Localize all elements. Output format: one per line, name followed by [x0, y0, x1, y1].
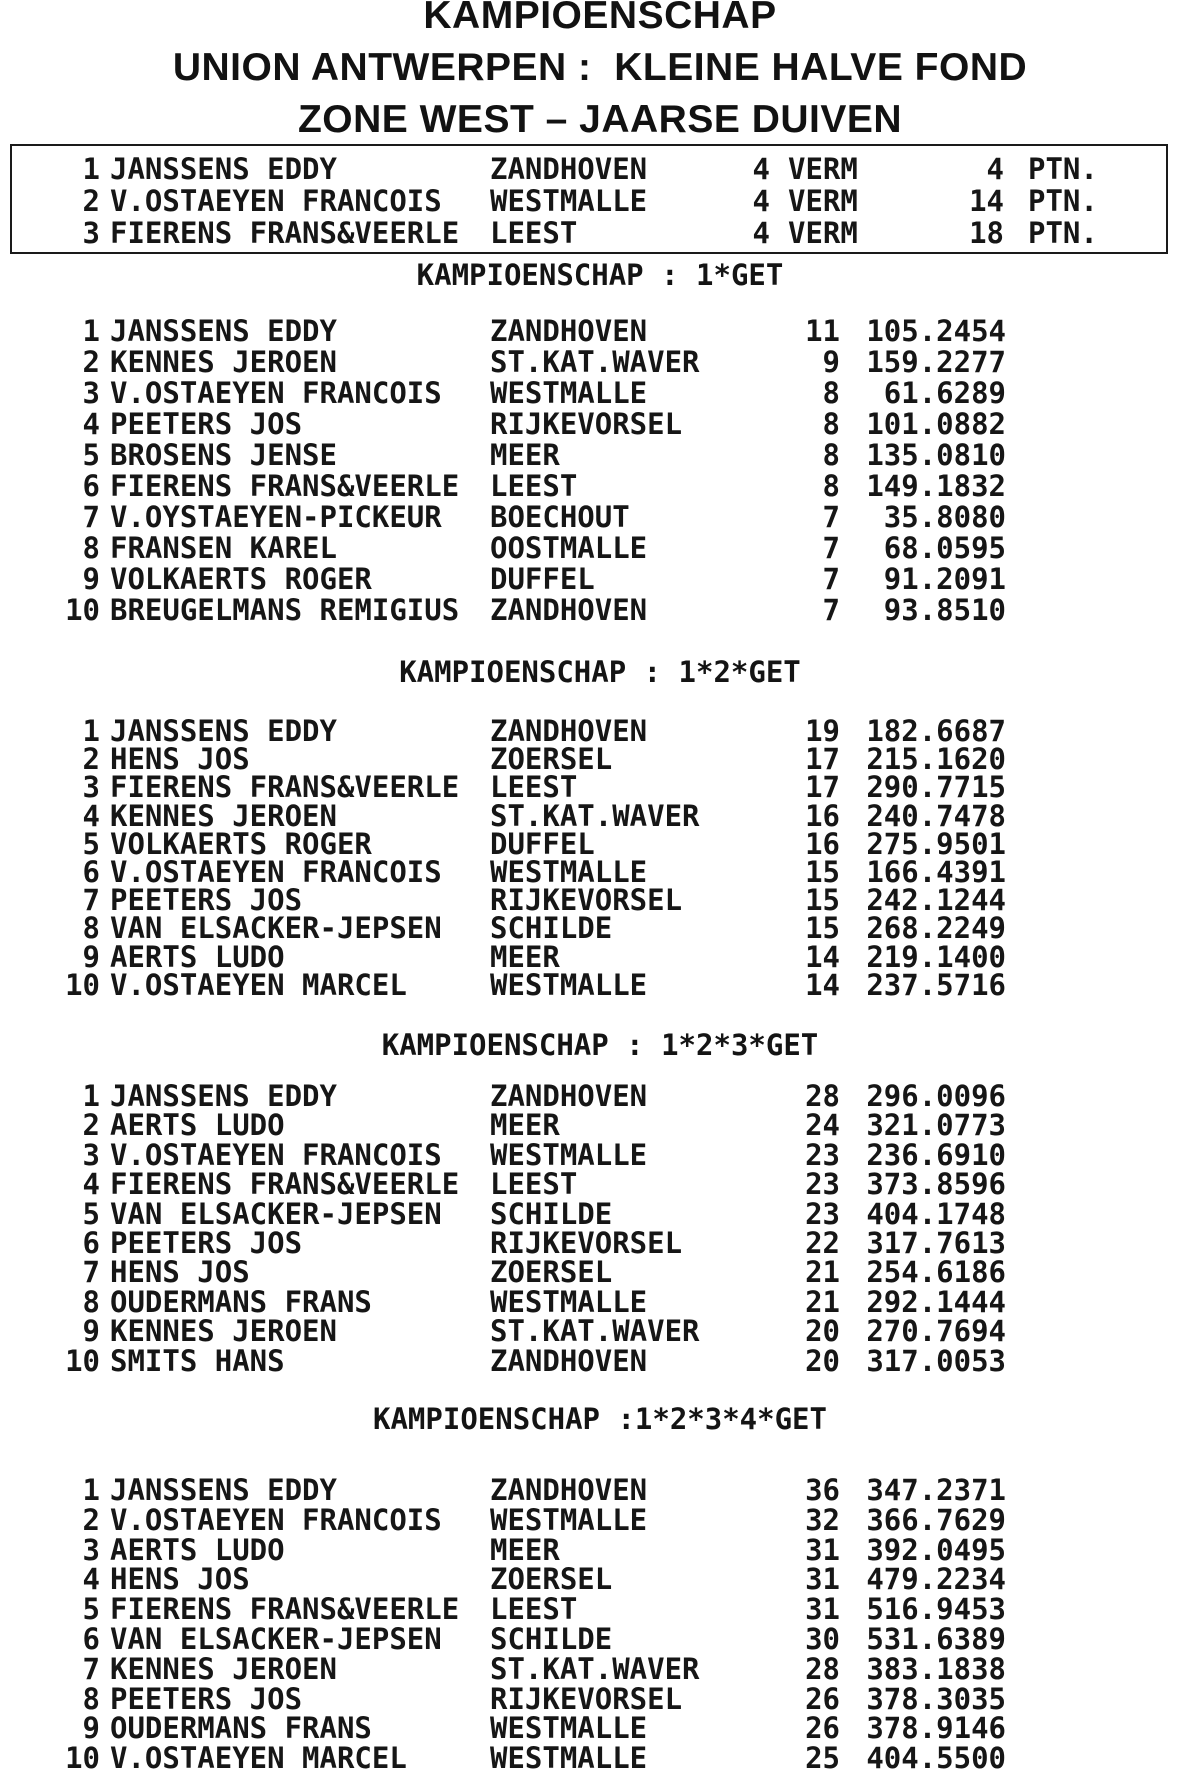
- result-row: [0, 1255, 1200, 1289]
- coefficient-cell: 242.1244: [866, 883, 1006, 917]
- club-cell: LEEST: [490, 1592, 578, 1626]
- rank-cell: 10: [65, 968, 100, 1002]
- prize-count-cell: 23: [805, 1167, 840, 1201]
- rank-cell: 5: [82, 1197, 100, 1231]
- prize-count-cell: 19: [805, 714, 840, 748]
- coefficient-cell: 392.0495: [866, 1533, 1006, 1567]
- coefficient-cell: 404.5500: [866, 1741, 1006, 1775]
- result-row: [0, 407, 1200, 441]
- coefficient-cell: 378.3035: [866, 1682, 1006, 1716]
- result-row: [0, 940, 1200, 974]
- fancier-name-cell: V.OYSTAEYEN-PICKEUR: [110, 500, 442, 534]
- result-row: [0, 968, 1200, 1002]
- coefficient-cell: 317.0053: [866, 1344, 1006, 1378]
- prize-count-cell: 15: [805, 911, 840, 945]
- fancier-name-cell: JANSSENS EDDY: [110, 314, 337, 348]
- rank-cell: 5: [82, 1592, 100, 1626]
- rank-cell: 8: [82, 911, 100, 945]
- coefficient-cell: 93.8510: [883, 593, 1006, 627]
- result-row: [0, 1079, 1200, 1113]
- prize-count-cell: 23: [805, 1138, 840, 1172]
- result-row: [0, 1197, 1200, 1231]
- club-cell: ZOERSEL: [490, 1255, 613, 1289]
- club-cell: WESTMALLE: [490, 1711, 648, 1745]
- coefficient-cell: 61.6289: [883, 376, 1006, 410]
- prize-count-cell: 14: [805, 940, 840, 974]
- prize-count-cell: 8: [822, 469, 840, 503]
- prize-count-cell: 7: [822, 593, 840, 627]
- result-row: [0, 1562, 1200, 1596]
- rank-cell: 4: [82, 1562, 100, 1596]
- coefficient-cell: 240.7478: [866, 799, 1006, 833]
- prize-count-cell: 26: [805, 1682, 840, 1716]
- prize-count-cell: 8: [822, 376, 840, 410]
- points-cell: 18: [969, 216, 1004, 250]
- club-cell: MEER: [490, 1108, 560, 1142]
- coefficient-cell: 215.1620: [866, 742, 1006, 776]
- coefficient-cell: 166.4391: [866, 855, 1006, 889]
- rank-cell: 7: [82, 1652, 100, 1686]
- rank-cell: 8: [82, 1285, 100, 1319]
- club-cell: ZANDHOVEN: [490, 593, 648, 627]
- prize-count-cell: 16: [805, 799, 840, 833]
- fancier-name-cell: FRANSEN KAREL: [110, 531, 337, 565]
- prize-count-cell: 24: [805, 1108, 840, 1142]
- result-row: [0, 500, 1200, 534]
- verm-label: VERM: [788, 152, 858, 186]
- coefficient-cell: 149.1832: [866, 469, 1006, 503]
- coefficient-cell: 101.0882: [866, 407, 1006, 441]
- fancier-name-cell: OUDERMANS FRANS: [110, 1711, 372, 1745]
- rank-cell: 7: [82, 500, 100, 534]
- result-row: [0, 799, 1200, 833]
- result-row: [0, 438, 1200, 472]
- prize-count-cell: 28: [805, 1652, 840, 1686]
- doc-title-line3: ZONE WEST – JAARSE DUIVEN: [297, 98, 903, 141]
- result-row: [0, 855, 1200, 889]
- club-cell: WESTMALLE: [490, 184, 648, 218]
- verm-label: VERM: [788, 184, 858, 218]
- fancier-name-cell: VOLKAERTS ROGER: [110, 562, 372, 596]
- result-row: [0, 593, 1200, 627]
- rank-cell: 6: [82, 1622, 100, 1656]
- club-cell: LEEST: [490, 770, 578, 804]
- club-cell: ST.KAT.WAVER: [490, 1652, 700, 1686]
- rank-cell: 1: [82, 714, 100, 748]
- coefficient-cell: 105.2454: [866, 314, 1006, 348]
- prize-count-cell: 22: [805, 1226, 840, 1260]
- fancier-name-cell: V.OSTAEYEN FRANCOIS: [110, 184, 442, 218]
- points-cell: 4: [986, 152, 1004, 186]
- prize-count-cell: 7: [822, 500, 840, 534]
- fancier-name-cell: VAN ELSACKER-JEPSEN: [110, 1197, 442, 1231]
- result-row: [0, 314, 1200, 348]
- club-cell: LEEST: [490, 1167, 578, 1201]
- club-cell: ST.KAT.WAVER: [490, 799, 700, 833]
- coefficient-cell: 373.8596: [866, 1167, 1006, 1201]
- result-row: [0, 1167, 1200, 1201]
- rank-cell: 9: [82, 1711, 100, 1745]
- result-row: [0, 1226, 1200, 1260]
- fancier-name-cell: HENS JOS: [110, 1562, 250, 1596]
- fancier-name-cell: KENNES JEROEN: [110, 1314, 337, 1348]
- rank-cell: 6: [82, 1226, 100, 1260]
- rank-cell: 1: [82, 1079, 100, 1113]
- result-row: [0, 827, 1200, 861]
- fancier-name-cell: PEETERS JOS: [110, 883, 303, 917]
- club-cell: ZANDHOVEN: [490, 1473, 648, 1507]
- prize-count-cell: 20: [805, 1314, 840, 1348]
- club-cell: RIJKEVORSEL: [490, 883, 683, 917]
- prize-count-cell: 14: [805, 968, 840, 1002]
- fancier-name-cell: V.OSTAEYEN MARCEL: [110, 1741, 407, 1775]
- club-cell: WESTMALLE: [490, 1741, 648, 1775]
- rank-cell: 5: [82, 827, 100, 861]
- result-row: [0, 376, 1200, 410]
- coefficient-cell: 317.7613: [866, 1226, 1006, 1260]
- prize-count-cell: 36: [805, 1473, 840, 1507]
- result-row: [0, 1285, 1200, 1319]
- fancier-name-cell: PEETERS JOS: [110, 1682, 303, 1716]
- rank-cell: 4: [82, 407, 100, 441]
- prize-count-cell: 28: [805, 1079, 840, 1113]
- result-row: [0, 1533, 1200, 1567]
- club-cell: MEER: [490, 940, 560, 974]
- rank-cell: 2: [82, 345, 100, 379]
- rank-cell: 8: [82, 1682, 100, 1716]
- rank-cell: 3: [82, 1533, 100, 1567]
- club-cell: WESTMALLE: [490, 1503, 648, 1537]
- club-cell: WESTMALLE: [490, 855, 648, 889]
- result-row: [0, 1592, 1200, 1626]
- result-row: [0, 1622, 1200, 1656]
- summary-row: [0, 184, 1200, 218]
- fancier-name-cell: V.OSTAEYEN FRANCOIS: [110, 1503, 442, 1537]
- coefficient-cell: 236.6910: [866, 1138, 1006, 1172]
- rank-cell: 7: [82, 883, 100, 917]
- fancier-name-cell: SMITS HANS: [110, 1344, 285, 1378]
- club-cell: WESTMALLE: [490, 1138, 648, 1172]
- club-cell: WESTMALLE: [490, 1285, 648, 1319]
- verm-count-cell: 4: [752, 152, 770, 186]
- fancier-name-cell: OUDERMANS FRANS: [110, 1285, 372, 1319]
- fancier-name-cell: V.OSTAEYEN FRANCOIS: [110, 376, 442, 410]
- coefficient-cell: 68.0595: [883, 531, 1006, 565]
- coefficient-cell: 135.0810: [866, 438, 1006, 472]
- prize-count-cell: 7: [822, 531, 840, 565]
- result-row: [0, 1652, 1200, 1686]
- prize-count-cell: 17: [805, 742, 840, 776]
- fancier-name-cell: PEETERS JOS: [110, 407, 303, 441]
- coefficient-cell: 366.7629: [866, 1503, 1006, 1537]
- club-cell: BOECHOUT: [490, 500, 630, 534]
- rank-cell: 7: [82, 1255, 100, 1289]
- coefficient-cell: 292.1444: [866, 1285, 1006, 1319]
- prize-count-cell: 9: [822, 345, 840, 379]
- verm-label: VERM: [788, 216, 858, 250]
- result-row: [0, 562, 1200, 596]
- fancier-name-cell: V.OSTAEYEN FRANCOIS: [110, 855, 442, 889]
- club-cell: MEER: [490, 1533, 560, 1567]
- coefficient-cell: 378.9146: [866, 1711, 1006, 1745]
- fancier-name-cell: V.OSTAEYEN MARCEL: [110, 968, 407, 1002]
- fancier-name-cell: AERTS LUDO: [110, 1108, 285, 1142]
- rank-cell: 6: [82, 469, 100, 503]
- rank-cell: 3: [82, 216, 100, 250]
- fancier-name-cell: HENS JOS: [110, 742, 250, 776]
- prize-count-cell: 15: [805, 883, 840, 917]
- rank-cell: 3: [82, 770, 100, 804]
- club-cell: ZANDHOVEN: [490, 1079, 648, 1113]
- prize-count-cell: 31: [805, 1592, 840, 1626]
- club-cell: ZANDHOVEN: [490, 152, 648, 186]
- rank-cell: 4: [82, 799, 100, 833]
- result-row: [0, 1711, 1200, 1745]
- prize-count-cell: 26: [805, 1711, 840, 1745]
- prize-count-cell: 31: [805, 1562, 840, 1596]
- summary-row: [0, 216, 1200, 250]
- fancier-name-cell: KENNES JEROEN: [110, 345, 337, 379]
- fancier-name-cell: JANSSENS EDDY: [110, 152, 337, 186]
- club-cell: WESTMALLE: [490, 376, 648, 410]
- verm-count-cell: 4: [752, 184, 770, 218]
- club-cell: SCHILDE: [490, 911, 613, 945]
- rank-cell: 2: [82, 184, 100, 218]
- club-cell: OOSTMALLE: [490, 531, 648, 565]
- fancier-name-cell: BROSENS JENSE: [110, 438, 337, 472]
- prize-count-cell: 8: [822, 407, 840, 441]
- coefficient-cell: 296.0096: [866, 1079, 1006, 1113]
- coefficient-cell: 219.1400: [866, 940, 1006, 974]
- rank-cell: 9: [82, 562, 100, 596]
- fancier-name-cell: JANSSENS EDDY: [110, 714, 337, 748]
- result-row: [0, 1682, 1200, 1716]
- section-title: KAMPIOENSCHAP : 1*2*3*GET: [381, 1028, 819, 1062]
- coefficient-cell: 404.1748: [866, 1197, 1006, 1231]
- club-cell: WESTMALLE: [490, 968, 648, 1002]
- club-cell: LEEST: [490, 216, 578, 250]
- coefficient-cell: 35.8080: [883, 500, 1006, 534]
- coefficient-cell: 383.1838: [866, 1652, 1006, 1686]
- fancier-name-cell: AERTS LUDO: [110, 940, 285, 974]
- fancier-name-cell: KENNES JEROEN: [110, 799, 337, 833]
- fancier-name-cell: V.OSTAEYEN FRANCOIS: [110, 1138, 442, 1172]
- rank-cell: 5: [82, 438, 100, 472]
- club-cell: ZOERSEL: [490, 1562, 613, 1596]
- rank-cell: 10: [65, 1344, 100, 1378]
- rank-cell: 1: [82, 1473, 100, 1507]
- prize-count-cell: 21: [805, 1255, 840, 1289]
- section-title: KAMPIOENSCHAP : 1*2*GET: [399, 655, 801, 689]
- fancier-name-cell: JANSSENS EDDY: [110, 1079, 337, 1113]
- prize-count-cell: 23: [805, 1197, 840, 1231]
- fancier-name-cell: VOLKAERTS ROGER: [110, 827, 372, 861]
- coefficient-cell: 91.2091: [883, 562, 1006, 596]
- rank-cell: 9: [82, 1314, 100, 1348]
- rank-cell: 1: [82, 152, 100, 186]
- prize-count-cell: 8: [822, 438, 840, 472]
- club-cell: SCHILDE: [490, 1622, 613, 1656]
- rank-cell: 3: [82, 376, 100, 410]
- result-row: [0, 1138, 1200, 1172]
- coefficient-cell: 321.0773: [866, 1108, 1006, 1142]
- club-cell: RIJKEVORSEL: [490, 407, 683, 441]
- fancier-name-cell: FIERENS FRANS&VEERLE: [110, 770, 460, 804]
- prize-count-cell: 32: [805, 1503, 840, 1537]
- fancier-name-cell: PEETERS JOS: [110, 1226, 303, 1260]
- coefficient-cell: 531.6389: [866, 1622, 1006, 1656]
- verm-count-cell: 4: [752, 216, 770, 250]
- fancier-name-cell: AERTS LUDO: [110, 1533, 285, 1567]
- result-row: [0, 345, 1200, 379]
- rank-cell: 2: [82, 1503, 100, 1537]
- result-row: [0, 770, 1200, 804]
- rank-cell: 10: [65, 1741, 100, 1775]
- prize-count-cell: 7: [822, 562, 840, 596]
- result-row: [0, 911, 1200, 945]
- result-row: [0, 469, 1200, 503]
- prize-count-cell: 21: [805, 1285, 840, 1319]
- fancier-name-cell: VAN ELSACKER-JEPSEN: [110, 1622, 442, 1656]
- fancier-name-cell: KENNES JEROEN: [110, 1652, 337, 1686]
- fancier-name-cell: HENS JOS: [110, 1255, 250, 1289]
- result-row: [0, 742, 1200, 776]
- coefficient-cell: 182.6687: [866, 714, 1006, 748]
- club-cell: ZANDHOVEN: [490, 314, 648, 348]
- club-cell: RIJKEVORSEL: [490, 1682, 683, 1716]
- fancier-name-cell: JANSSENS EDDY: [110, 1473, 337, 1507]
- points-unit-label: PTN.: [1028, 216, 1098, 250]
- club-cell: DUFFEL: [490, 562, 595, 596]
- prize-count-cell: 20: [805, 1344, 840, 1378]
- summary-row: [0, 152, 1200, 186]
- result-row: [0, 1503, 1200, 1537]
- result-row: [0, 1344, 1200, 1378]
- coefficient-cell: 347.2371: [866, 1473, 1006, 1507]
- result-row: [0, 1108, 1200, 1142]
- result-row: [0, 714, 1200, 748]
- section-title: KAMPIOENSCHAP :1*2*3*4*GET: [373, 1402, 827, 1436]
- rank-cell: 3: [82, 1138, 100, 1172]
- fancier-name-cell: FIERENS FRANS&VEERLE: [110, 216, 460, 250]
- rank-cell: 4: [82, 1167, 100, 1201]
- coefficient-cell: 479.2234: [866, 1562, 1006, 1596]
- result-row: [0, 1741, 1200, 1775]
- doc-title-line1: KAMPIOENSCHAP: [423, 0, 777, 37]
- fancier-name-cell: FIERENS FRANS&VEERLE: [110, 1592, 460, 1626]
- prize-count-cell: 16: [805, 827, 840, 861]
- prize-count-cell: 25: [805, 1741, 840, 1775]
- club-cell: ZANDHOVEN: [490, 714, 648, 748]
- fancier-name-cell: FIERENS FRANS&VEERLE: [110, 469, 460, 503]
- rank-cell: 8: [82, 531, 100, 565]
- prize-count-cell: 11: [805, 314, 840, 348]
- fancier-name-cell: BREUGELMANS REMIGIUS: [110, 593, 460, 627]
- fancier-name-cell: FIERENS FRANS&VEERLE: [110, 1167, 460, 1201]
- points-unit-label: PTN.: [1028, 152, 1098, 186]
- rank-cell: 6: [82, 855, 100, 889]
- result-row: [0, 1314, 1200, 1348]
- points-unit-label: PTN.: [1028, 184, 1098, 218]
- result-row: [0, 1473, 1200, 1507]
- club-cell: MEER: [490, 438, 560, 472]
- prize-count-cell: 15: [805, 855, 840, 889]
- rank-cell: 1: [82, 314, 100, 348]
- club-cell: RIJKEVORSEL: [490, 1226, 683, 1260]
- club-cell: SCHILDE: [490, 1197, 613, 1231]
- coefficient-cell: 254.6186: [866, 1255, 1006, 1289]
- result-row: [0, 531, 1200, 565]
- prize-count-cell: 30: [805, 1622, 840, 1656]
- club-cell: ST.KAT.WAVER: [490, 345, 700, 379]
- section-title: KAMPIOENSCHAP : 1*GET: [416, 258, 784, 292]
- coefficient-cell: 268.2249: [866, 911, 1006, 945]
- doc-title-line2: UNION ANTWERPEN : KLEINE HALVE FOND: [172, 46, 1028, 89]
- club-cell: ST.KAT.WAVER: [490, 1314, 700, 1348]
- points-cell: 14: [969, 184, 1004, 218]
- coefficient-cell: 159.2277: [866, 345, 1006, 379]
- club-cell: ZOERSEL: [490, 742, 613, 776]
- rank-cell: 9: [82, 940, 100, 974]
- prize-count-cell: 17: [805, 770, 840, 804]
- club-cell: ZANDHOVEN: [490, 1344, 648, 1378]
- coefficient-cell: 290.7715: [866, 770, 1006, 804]
- coefficient-cell: 270.7694: [866, 1314, 1006, 1348]
- coefficient-cell: 516.9453: [866, 1592, 1006, 1626]
- prize-count-cell: 31: [805, 1533, 840, 1567]
- result-row: [0, 883, 1200, 917]
- coefficient-cell: 237.5716: [866, 968, 1006, 1002]
- fancier-name-cell: VAN ELSACKER-JEPSEN: [110, 911, 442, 945]
- club-cell: DUFFEL: [490, 827, 595, 861]
- rank-cell: 2: [82, 742, 100, 776]
- rank-cell: 2: [82, 1108, 100, 1142]
- club-cell: LEEST: [490, 469, 578, 503]
- coefficient-cell: 275.9501: [866, 827, 1006, 861]
- rank-cell: 10: [65, 593, 100, 627]
